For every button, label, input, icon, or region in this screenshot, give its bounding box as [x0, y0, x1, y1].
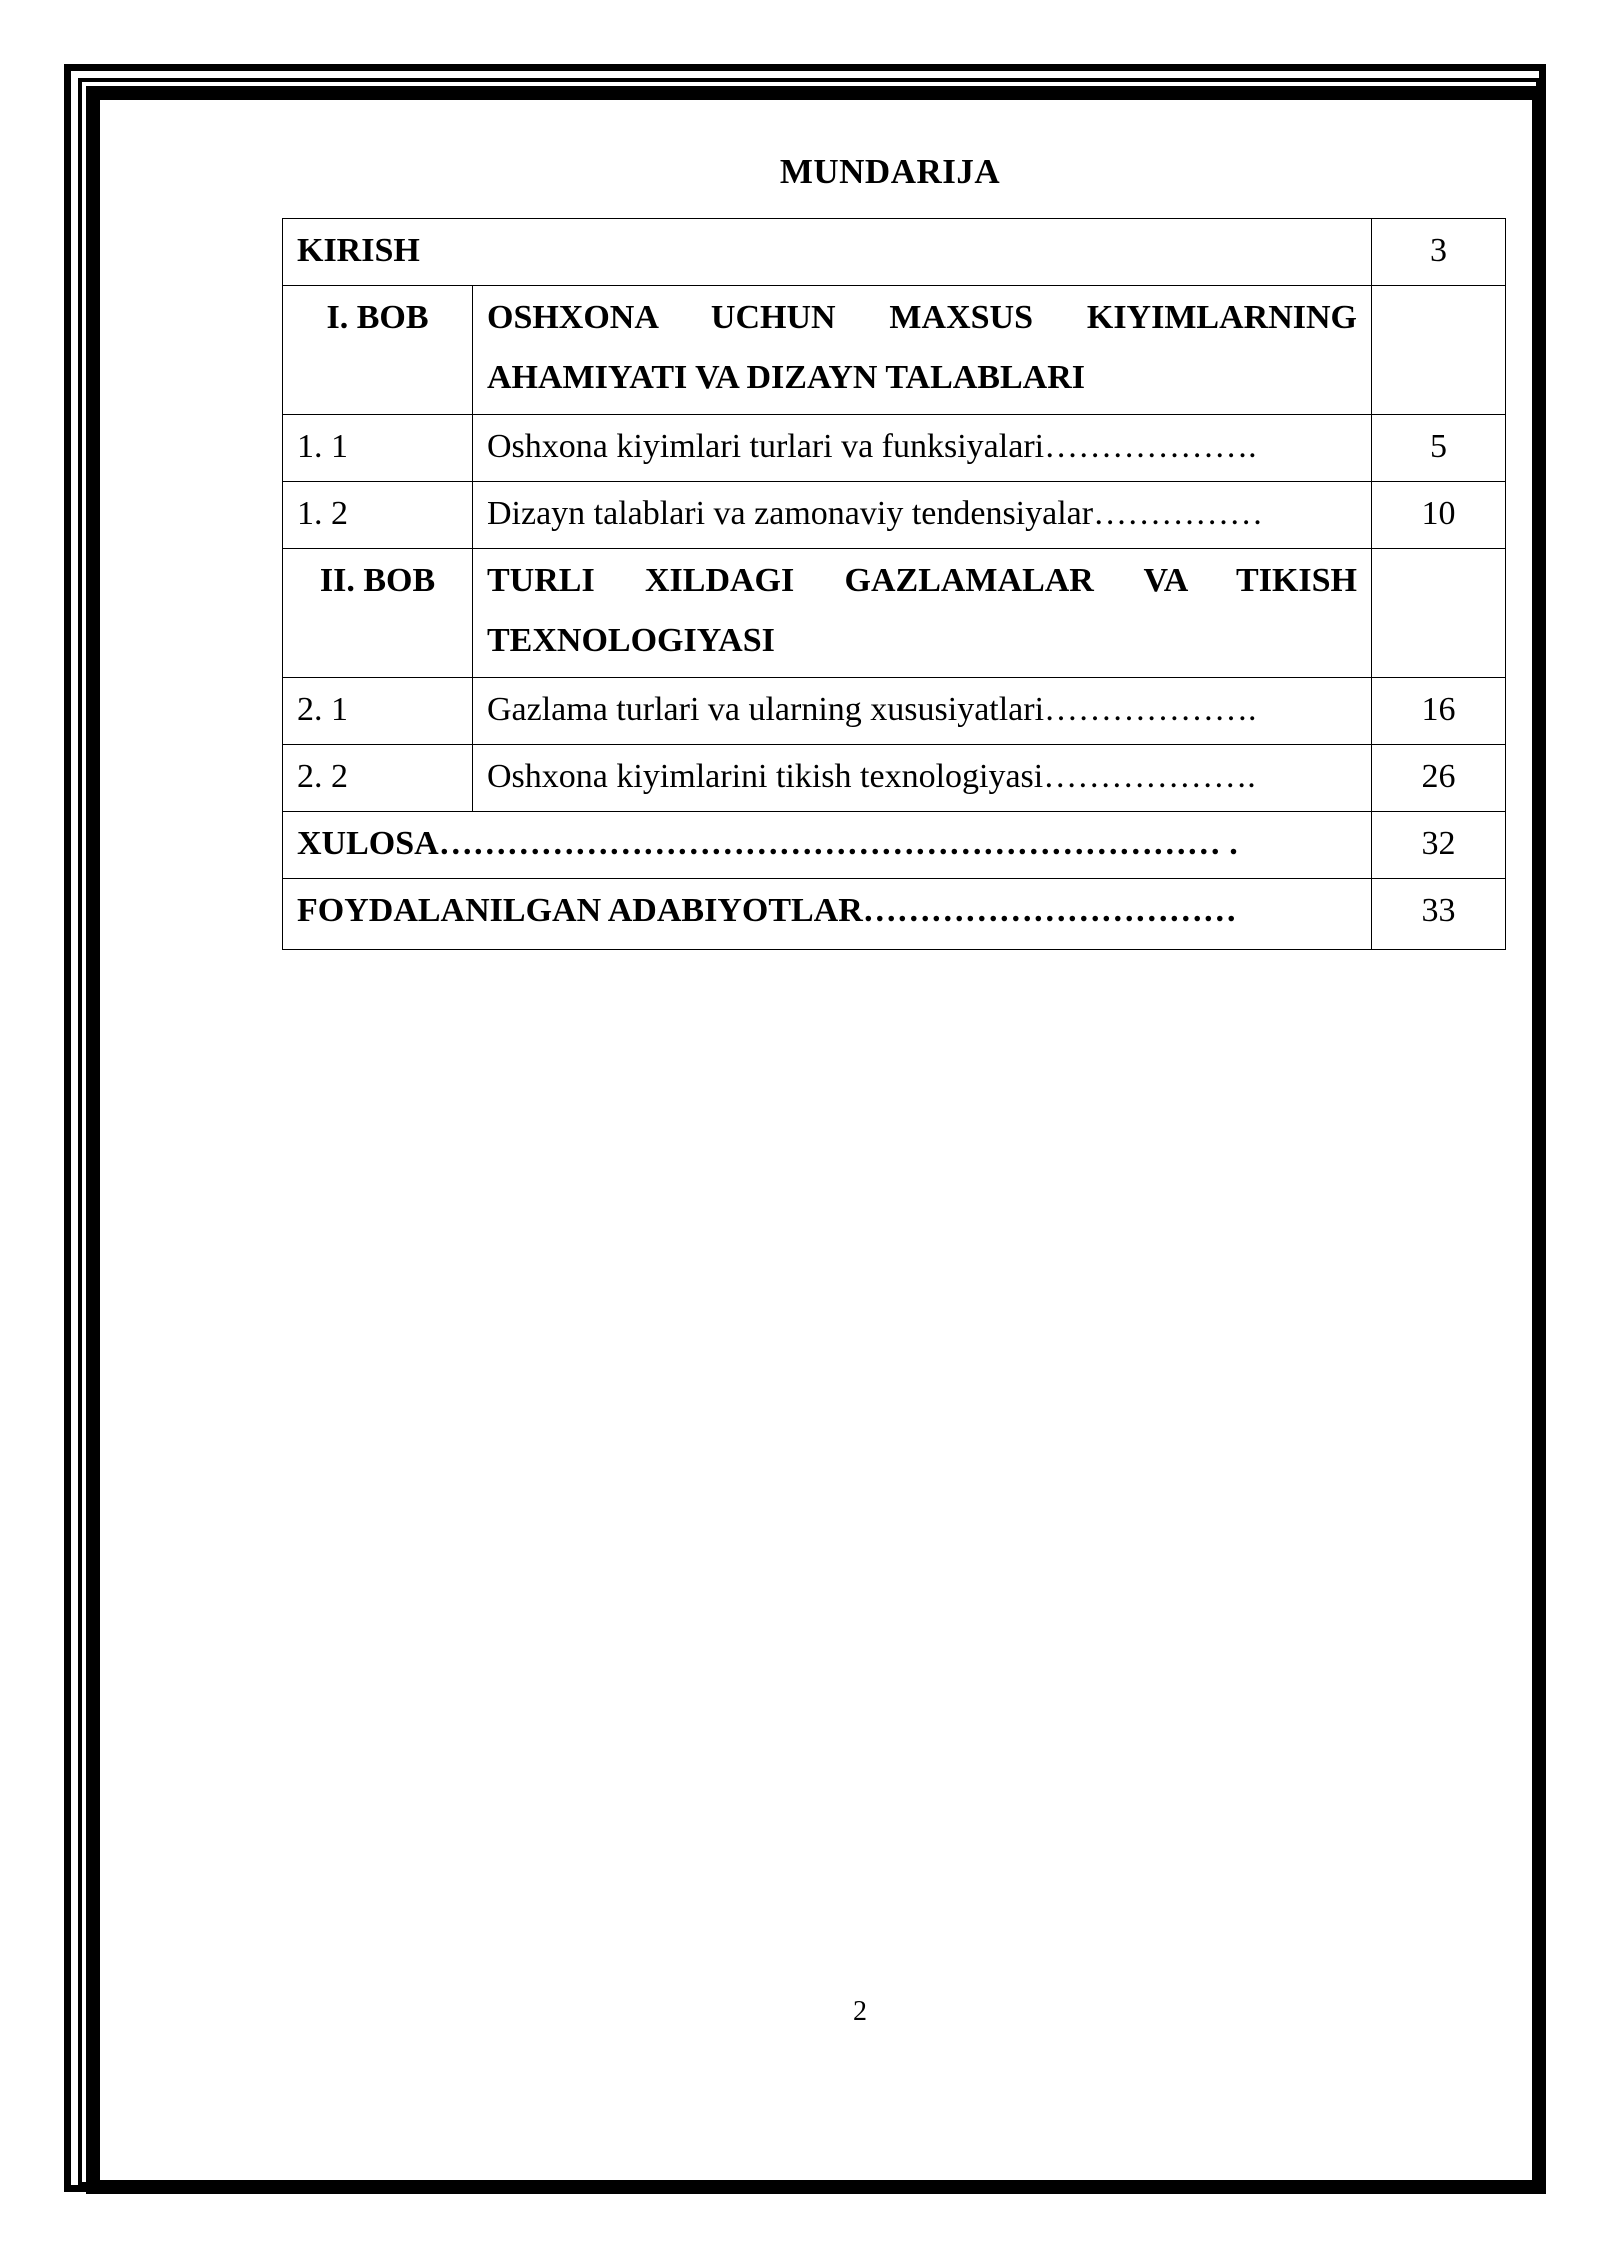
- toc-section-1-1-title: Oshxona kiyimlari turlari va funksiyalari……………….: [473, 415, 1372, 482]
- toc-section-2-2-page: 26: [1372, 745, 1506, 812]
- toc-row-section-1-2: [283, 482, 1506, 549]
- toc-chapter-2-title: TURLI XILDAGI GAZLAMALAR VA TIKISH TEXNOLOGIYASI: [473, 549, 1372, 678]
- toc-kirish-label: KIRISH: [283, 219, 1372, 286]
- toc-row-kirish: [283, 219, 1506, 286]
- toc-section-1-1-number: 1. 1: [283, 415, 473, 482]
- toc-section-1-1-page: 5: [1372, 415, 1506, 482]
- toc-adabiyotlar-page: 33: [1372, 879, 1506, 950]
- toc-row-xulosa: [283, 812, 1506, 879]
- toc-row-adabiyotlar: [283, 879, 1506, 950]
- toc-section-2-2-number: 2. 2: [283, 745, 473, 812]
- toc-chapter-1-number: I. BOB: [283, 286, 473, 415]
- toc-section-2-1-page: 16: [1372, 678, 1506, 745]
- toc-chapter-2-page: [1372, 549, 1506, 678]
- toc-kirish-page: 3: [1372, 219, 1506, 286]
- toc-chapter-1-page: [1372, 286, 1506, 415]
- table-of-contents: [282, 218, 1506, 950]
- toc-section-2-1-number: 2. 1: [283, 678, 473, 745]
- toc-chapter-1-title: OSHXONA UCHUN MAXSUS KIYIMLARNING AHAMIYATI VA DIZAYN TALABLARI: [473, 286, 1372, 415]
- page-number: 2: [853, 1996, 867, 2027]
- toc-row-chapter-1: [283, 286, 1506, 415]
- toc-section-1-2-page: 10: [1372, 482, 1506, 549]
- toc-xulosa-label: XULOSA…………………………………………………………… .: [283, 812, 1372, 879]
- page-title: MUNDARIJA: [779, 152, 1001, 191]
- toc-section-1-2-title: Dizayn talablari va zamonaviy tendensiyalar……………: [473, 482, 1372, 549]
- toc-row-section-1-1: [283, 415, 1506, 482]
- toc-xulosa-page: 32: [1372, 812, 1506, 879]
- toc-row-section-2-2: [283, 745, 1506, 812]
- toc-adabiyotlar-label: FOYDALANILGAN ADABIYOTLAR……………………………: [283, 879, 1372, 950]
- toc-row-section-2-1: [283, 678, 1506, 745]
- toc-section-2-2-title: Oshxona kiyimlarini tikish texnologiyasi……………….: [473, 745, 1372, 812]
- toc-section-1-2-number: 1. 2: [283, 482, 473, 549]
- toc-section-2-1-title: Gazlama turlari va ularning xususiyatlari……………….: [473, 678, 1372, 745]
- toc-row-chapter-2: [283, 549, 1506, 678]
- toc-chapter-2-number: II. BOB: [283, 549, 473, 678]
